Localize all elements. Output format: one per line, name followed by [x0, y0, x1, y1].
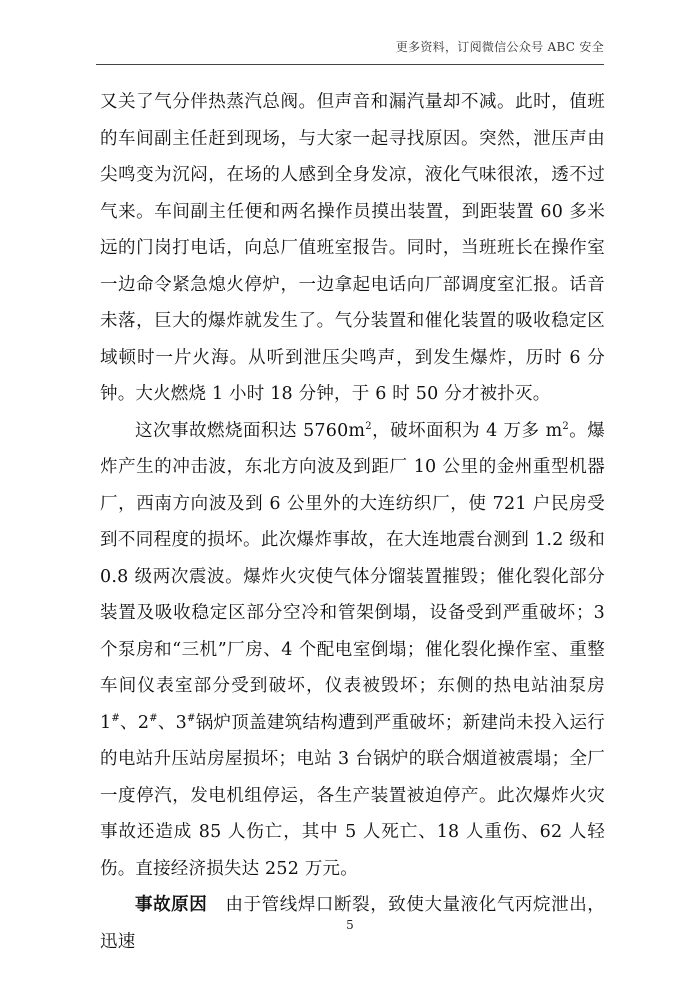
text-segment: ，破坏面积为 4 万多 m — [371, 420, 563, 441]
superscript: 2 — [365, 420, 372, 432]
superscript: # — [149, 712, 158, 724]
document-body — [100, 84, 605, 960]
superscript: # — [187, 712, 196, 724]
superscript: # — [111, 712, 120, 724]
header-divider — [96, 64, 604, 65]
text-segment: 锅炉顶盖建筑结构遭到严重破坏；新建尚未投入运行的电站升压站房屋损坏；电站 3 台锅炉的联合烟道被震塌；全厂一度停汽，发电机组停运，各生产装置被迫停产。此次爆炸火灾事故还造成 85 人伤亡，其中 5 人死亡、18 人重伤、62 人轻伤。直接经济损失达 252 万元。 — [100, 712, 605, 879]
page-number: 5 — [346, 918, 354, 932]
superscript: 2 — [562, 420, 569, 432]
text-segment: 、3 — [157, 712, 187, 733]
paragraph-continuation: 又关了气分伴热蒸汽总阀。但声音和漏汽量却不减。此时，值班的车间副主任赶到现场，与大家一起寻找原因。突然，泄压声由尖鸣变为沉闷，在场的人感到全身发凉，液化气味很浓，透不过气来。车间副主任便和两名操作员摸出装置，到距装置 60 多米远的门岗打电话，向总厂值班室报告。同时，当班班长在操作室一边命令紧急熄火停炉，一边拿起电话向厂部调度室汇报。话音未落，巨大的爆炸就发生了。气分装置和催化装置的吸收稳定区域顿时一片火海。从听到泄压尖鸣声，到发生爆炸，历时 6 分钟。大火燃烧 1 小时 18 分钟，于 6 时 50 分才被扑灭。 — [100, 92, 605, 404]
text-segment: 、2 — [119, 712, 150, 733]
section-label: 事故原因 — [135, 895, 208, 915]
page-header: 更多资料，订阅微信公众号 ABC 安全 — [395, 40, 604, 54]
text-segment: 由于管线焊口断裂，致使大量液化气丙烷泄出，迅速 — [100, 895, 605, 952]
paragraph-damage — [100, 413, 605, 888]
text-segment: 这次事故燃烧面积达 5760m — [135, 420, 366, 441]
text-segment: 。爆炸产生的冲击波，东北方向波及到距厂 10 公里的金州重型机器厂，西南方向波及到 6 公里外的大连纺织厂，使 721 户民房受到不同程度的损坏。此次爆炸事故，在大连地震台测到 1.2 级和 0.8 级两次震波。爆炸火灾使气体分馏装置摧毁；催化裂化部分装置及吸收稳定区部分空冷和管架倒塌，设备受到严重破坏；3 个泵房和“三机”厂房、4 个配电室倒塌；催化裂化操作室、重整车间仪表室部分受到破坏，仪表被毁坏；东侧的热电站油泵房 1 — [100, 420, 605, 733]
